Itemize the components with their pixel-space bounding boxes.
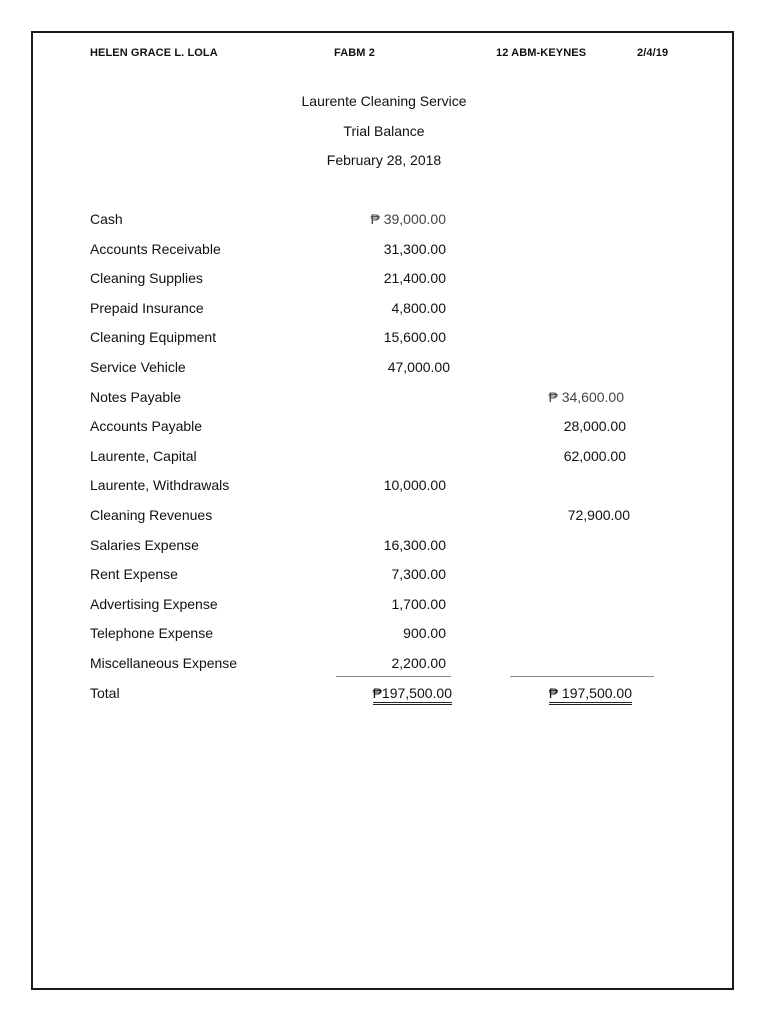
table-row bbox=[0, 655, 768, 677]
table-row bbox=[0, 566, 768, 588]
account-name: Notes Payable bbox=[90, 389, 182, 405]
debit-amount: 2,200.00 bbox=[391, 655, 446, 671]
table-row bbox=[0, 270, 768, 292]
table-row bbox=[0, 300, 768, 322]
company-name: Laurente Cleaning Service bbox=[301, 93, 467, 109]
table-row bbox=[0, 211, 768, 233]
debit-amount: 21,400.00 bbox=[383, 270, 446, 286]
credit-amount: 62,000.00 bbox=[563, 448, 626, 464]
account-name: Cleaning Equipment bbox=[90, 329, 217, 345]
account-name: Salaries Expense bbox=[90, 537, 199, 553]
table-row bbox=[0, 359, 768, 381]
table-row bbox=[0, 329, 768, 351]
account-name: Accounts Payable bbox=[90, 418, 203, 434]
account-name: Cleaning Supplies bbox=[90, 270, 203, 286]
debit-amount: 1,700.00 bbox=[391, 596, 446, 612]
credit-amount: 28,000.00 bbox=[563, 418, 626, 434]
debit-amount: 47,000.00 bbox=[387, 359, 450, 375]
debit-amount: 16,300.00 bbox=[383, 537, 446, 553]
table-row bbox=[0, 507, 768, 529]
debit-amount: 31,300.00 bbox=[383, 241, 446, 257]
table-row bbox=[0, 625, 768, 647]
table-row bbox=[0, 448, 768, 470]
debit-amount: 15,600.00 bbox=[383, 329, 446, 345]
account-name: Advertising Expense bbox=[90, 596, 218, 612]
account-name: Cleaning Revenues bbox=[90, 507, 213, 523]
table-row bbox=[0, 241, 768, 263]
debit-amount: ₱ 39,000.00 bbox=[370, 211, 446, 227]
debit-amount: 4,800.00 bbox=[391, 300, 446, 316]
total-debit: ₱197,500.00 bbox=[373, 685, 452, 705]
debit-subtotal-rule bbox=[336, 676, 451, 677]
account-name: Laurente, Capital bbox=[90, 448, 197, 464]
account-name: Prepaid Insurance bbox=[90, 300, 204, 316]
total-credit: ₱ 197,500.00 bbox=[549, 685, 632, 705]
subject: FABM 2 bbox=[334, 47, 375, 59]
account-name: Rent Expense bbox=[90, 566, 178, 582]
account-name: Cash bbox=[90, 211, 123, 227]
table-row bbox=[0, 596, 768, 618]
report-period: February 28, 2018 bbox=[326, 152, 442, 168]
credit-amount: 72,900.00 bbox=[567, 507, 630, 523]
table-row bbox=[0, 477, 768, 499]
student-name: HELEN GRACE L. LOLA bbox=[90, 47, 218, 59]
debit-amount: 900.00 bbox=[403, 625, 446, 641]
account-name: Laurente, Withdrawals bbox=[90, 477, 230, 493]
report-title: Trial Balance bbox=[343, 123, 425, 139]
credit-amount: ₱ 34,600.00 bbox=[548, 389, 624, 405]
debit-amount: 7,300.00 bbox=[391, 566, 446, 582]
debit-amount: 10,000.00 bbox=[383, 477, 446, 493]
section: 12 ABM-KEYNES bbox=[496, 47, 587, 59]
date: 2/4/19 bbox=[637, 47, 669, 59]
total-row bbox=[0, 685, 768, 707]
total-label: Total bbox=[90, 685, 120, 701]
table-row bbox=[0, 537, 768, 559]
account-name: Telephone Expense bbox=[90, 625, 213, 641]
credit-subtotal-rule bbox=[510, 676, 654, 677]
table-row bbox=[0, 389, 768, 411]
account-name: Miscellaneous Expense bbox=[90, 655, 238, 671]
account-name: Accounts Receivable bbox=[90, 241, 221, 257]
account-name: Service Vehicle bbox=[90, 359, 186, 375]
table-row bbox=[0, 418, 768, 440]
